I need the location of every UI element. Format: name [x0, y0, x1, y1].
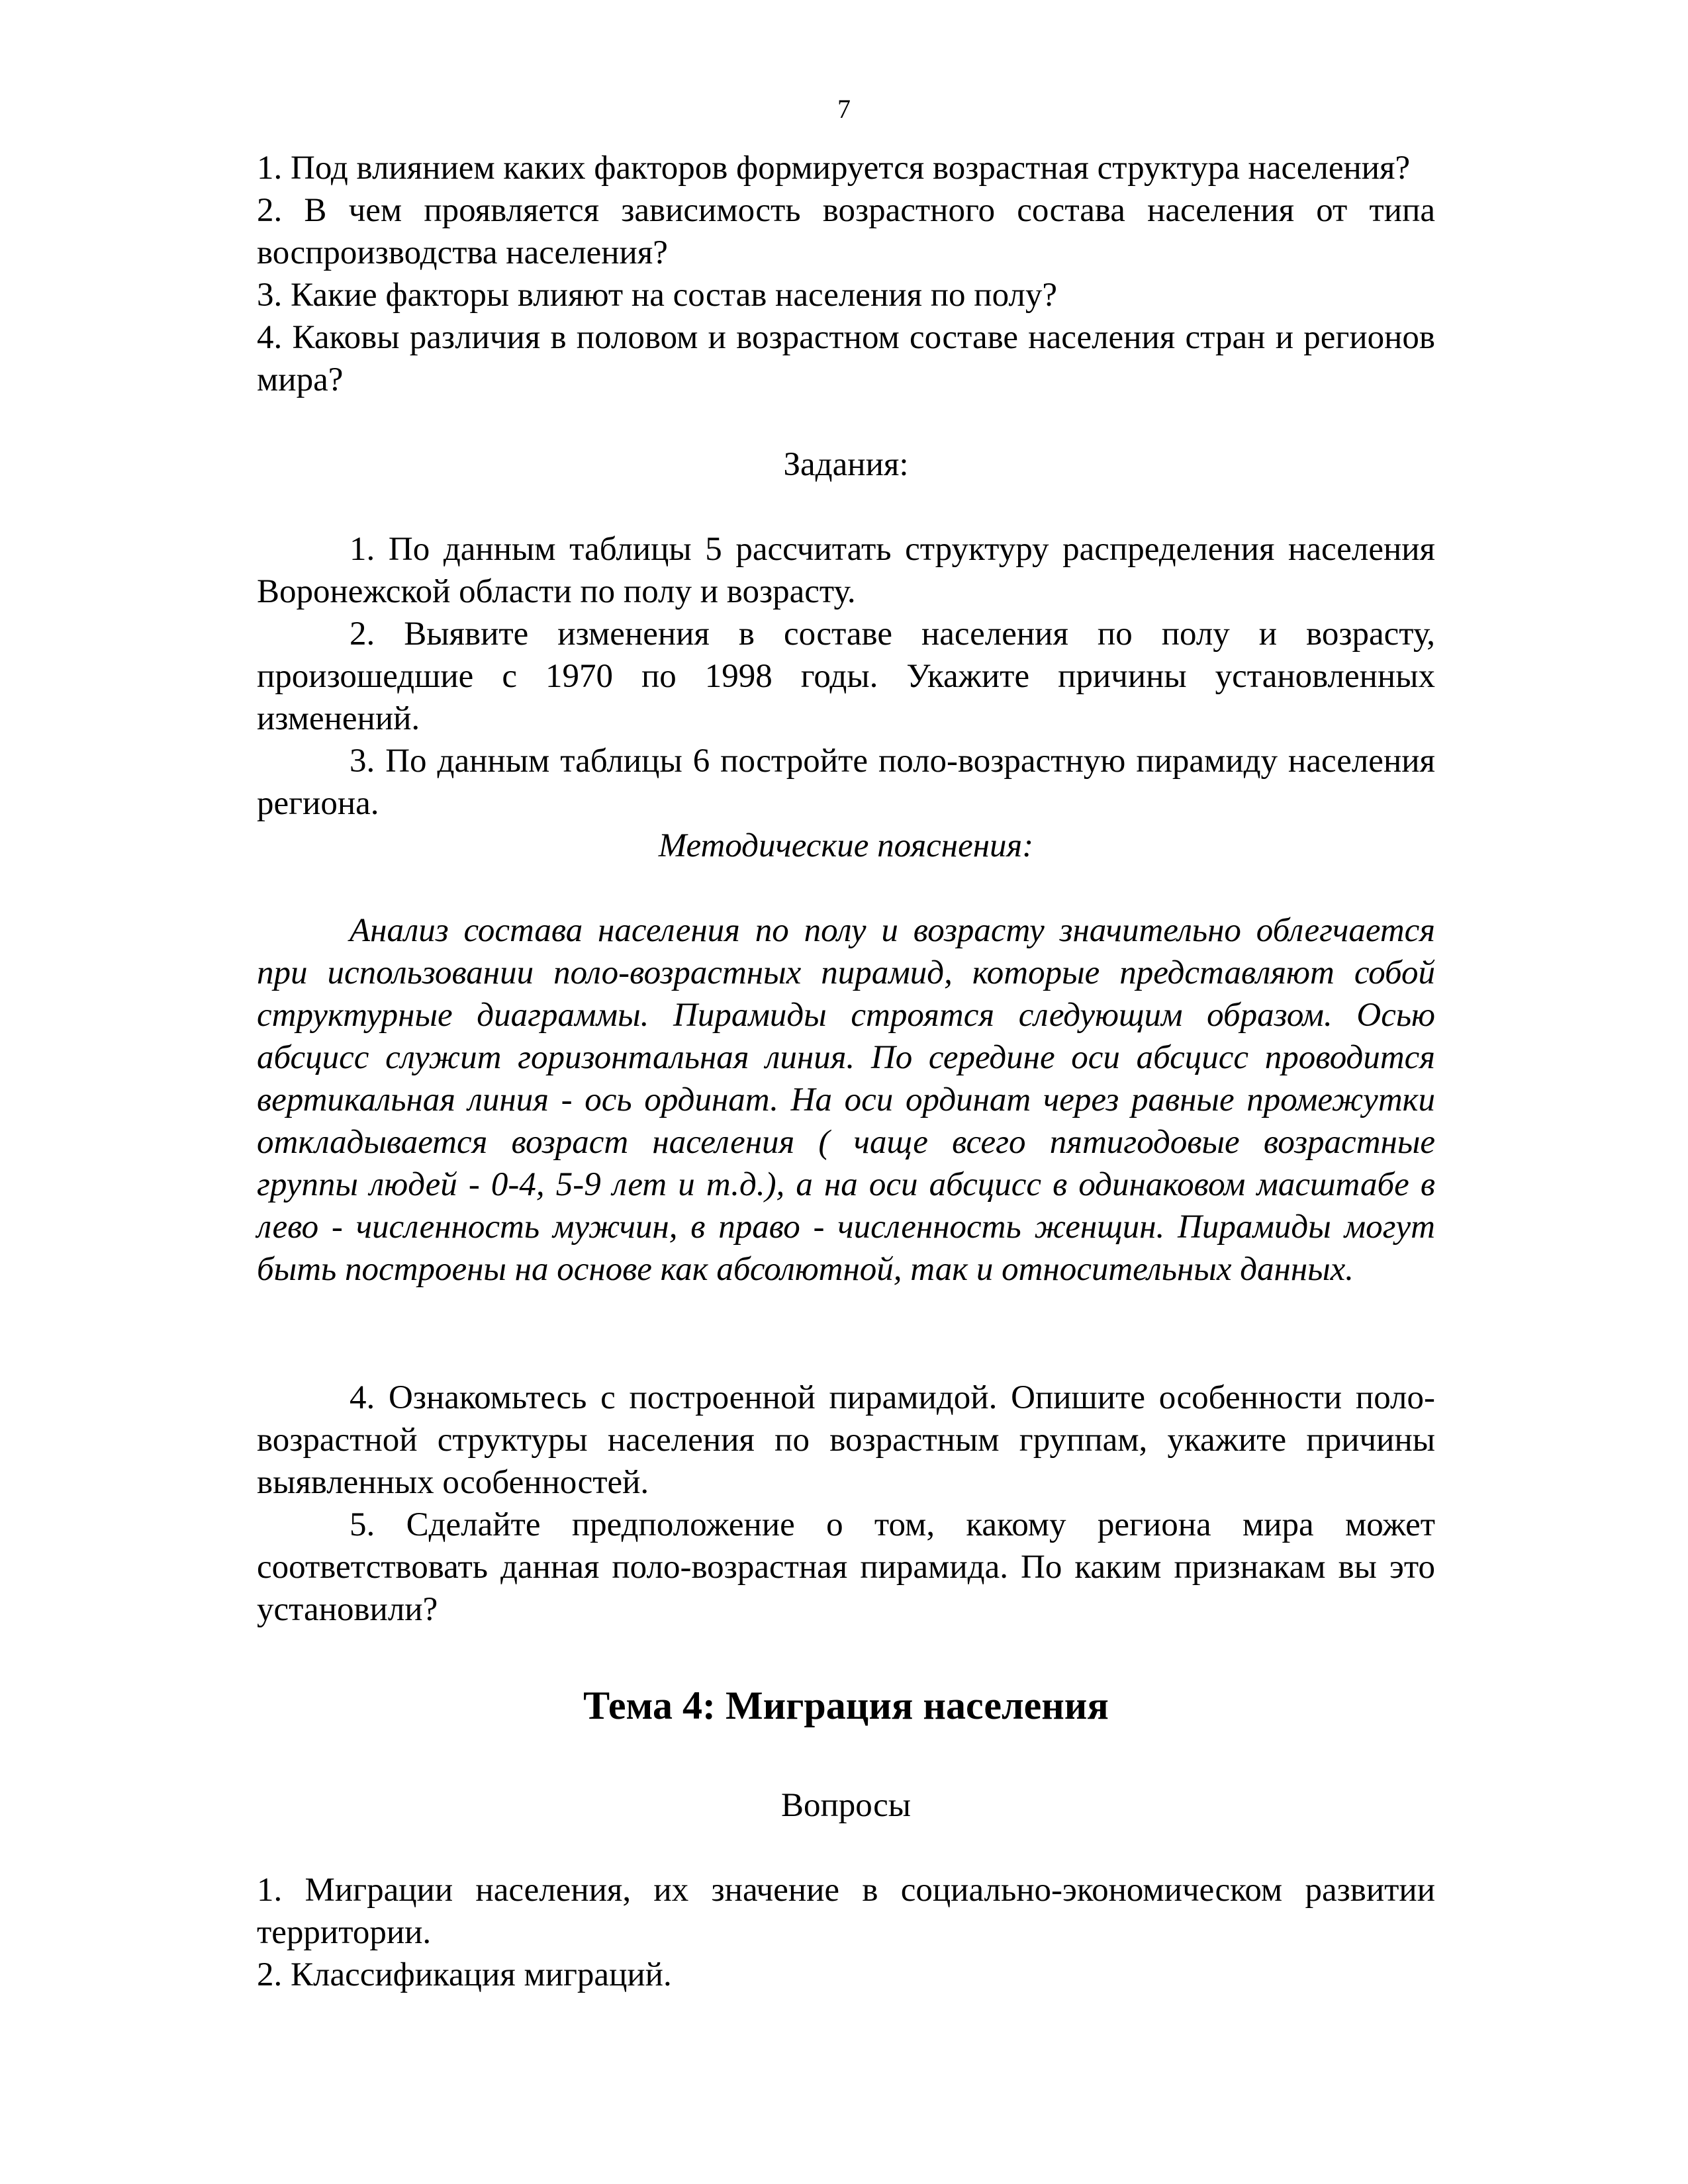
method-heading: Методические пояснения: [658, 827, 1034, 864]
method-explanation [257, 909, 1435, 1291]
question-item: 4. Каковы различия в половом и возрастном составе населения стран и регионов мира? [257, 319, 1435, 398]
question-item: 2. Классификация миграций. [257, 1956, 672, 1993]
question-item: 3. Какие факторы влияют на состав населения по полу? [257, 277, 1057, 314]
tasks-heading: Задания: [783, 446, 909, 483]
tasks-list-part2 [257, 1377, 1435, 1631]
task-item: 4. Ознакомьтесь с построенной пирамидой. Опишите особенности поло-возрастной структуры населения по возрастным группам, укажите причины выявленных особенностей. [257, 1379, 1435, 1501]
task-item: 1. По данным таблицы 5 рассчитать структуру распределения населения Воронежской области по полу и возрасту. [257, 531, 1435, 610]
questions-bottom-list [257, 1869, 1435, 1996]
tasks-list-part1 [257, 528, 1435, 825]
question-item: 1. Под влиянием каких факторов формируется возрастная структура населения? [257, 150, 1411, 187]
method-paragraph: Анализ состава населения по полу и возрасту значительно облегчается при использовании поло-возрастных пирамид, которые представляют собой структурные диаграммы. Пирамиды строятся следующим образом. Осью абсцисс служит горизонтальная линия. По середине оси абсцисс проводится вертикальная линия - ось ординат. На оси ординат через равные промежутки откладывается возраст населения ( чаще всего пятигодовые возрастные группы людей - 0-4, 5-9 лет и т.д.), а на оси абсцисс в одинаковом масштабе в лево - численность мужчин, в право - численность женщин. Пирамиды могут быть построены на основе как абсолютной, так и относительных данных. [257, 912, 1435, 1288]
questions-heading: Вопросы [781, 1787, 911, 1824]
questions-top-list [257, 147, 1435, 401]
page-number: 7 [837, 94, 851, 124]
question-item: 2. В чем проявляется зависимость возрастного состава населения от типа воспроизводства населения? [257, 192, 1435, 271]
topic-heading: Тема 4: Миграция населения [583, 1684, 1109, 1727]
question-item: 1. Миграции населения, их значение в социально-экономическом развитии территории. [257, 1872, 1435, 1951]
task-item: 3. По данным таблицы 6 постройте поло-возрастную пирамиду населения региона. [257, 743, 1435, 822]
task-item: 5. Сделайте предположение о том, какому региона мира может соответствовать данная поло-возрастная пирамида. По каким признакам вы это установили? [257, 1506, 1435, 1628]
task-item: 2. Выявите изменения в составе населения по полу и возрасту, произошедшие с 1970 по 1998 годы. Укажите причины установленных изменений. [257, 615, 1435, 737]
